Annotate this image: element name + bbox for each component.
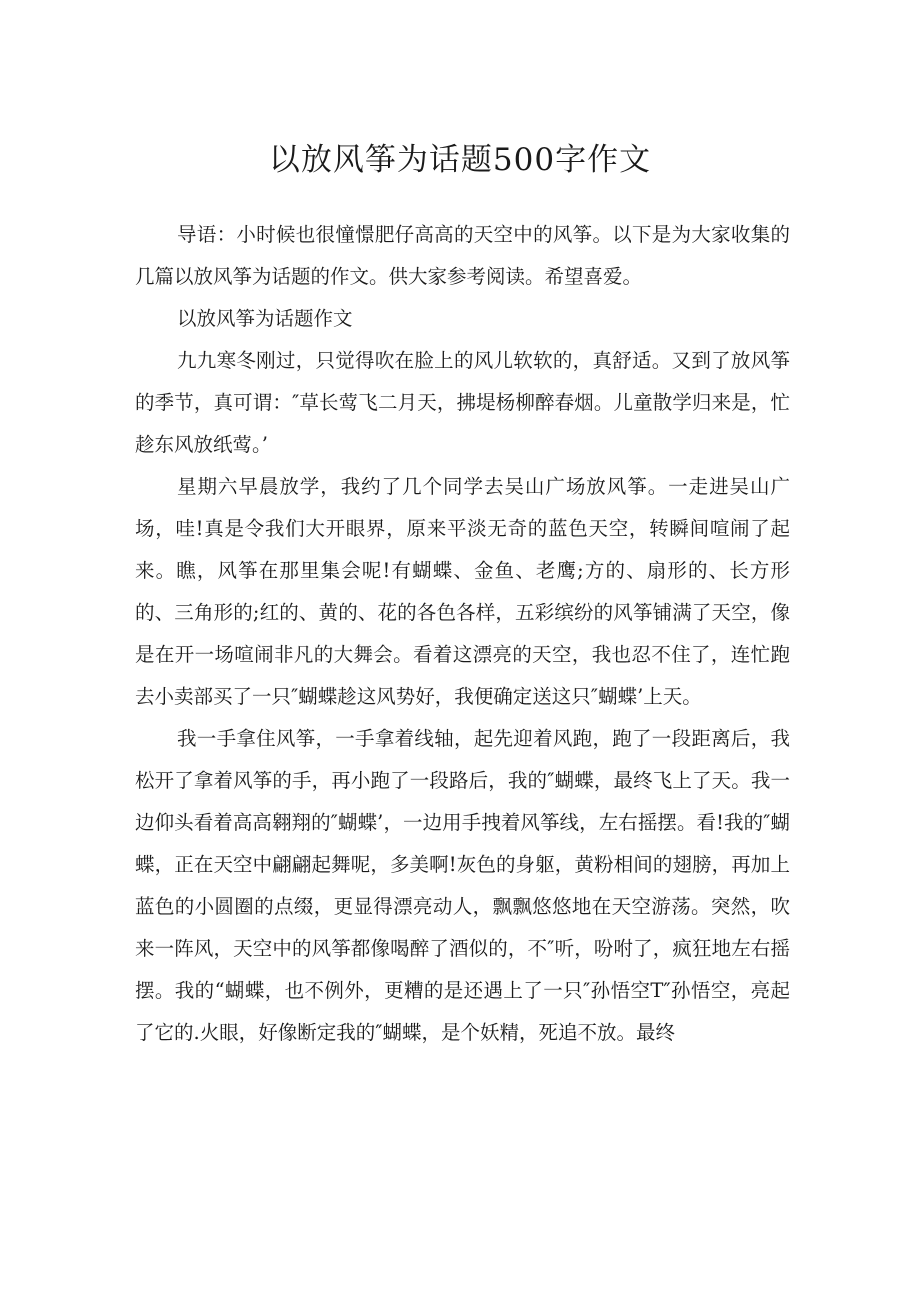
paragraph-2: 星期六早晨放学，我约了几个同学去吴山广场放风筝。一走进吴山广场，哇!真是令我们大开眼界，原来平淡无奇的蓝色天空，转瞬间喧闹了起来。瞧，风筝在那里集会呢!有蝴蝶、金鱼、老鹰;方的、扇形的、长方形的、三角形的;红的、黄的、花的各色各样，五彩缤纷的风筝铺满了天空，像是在开一场喧闹非凡的大舞会。看着这漂亮的天空，我也忍不住了，连忙跑去小卖部买了一只″蝴蝶趁这风势好，我便确定送这只″蝴蝶’上天。 — [135, 475, 790, 708]
document-body — [135, 214, 790, 1054]
document-title: 以放风筝为话题500字作文 — [268, 142, 652, 178]
paragraph-intro: 导语：小时候也很憧憬肥仔高高的天空中的风筝。以下是为大家收集的几篇以放风筝为话题的作文。供大家参考阅读。希望喜爱。 — [135, 223, 790, 288]
paragraph-subtitle: 以放风筝为话题作文 — [177, 307, 353, 330]
paragraph-3: 我一手拿住风筝，一手拿着线轴，起先迎着风跑，跑了一段距离后，我松开了拿着风筝的手，再小跑了一段路后，我的″蝴蝶，最终飞上了天。我一边仰头看着高高翱翔的″蝴蝶’，一边用手拽着风筝线，左右摇摆。看!我的″蝴蝶，正在天空中翩翩起舞呢，多美啊!灰色的身躯，黄粉相间的翅膀，再加上蓝色的小圆圈的点缀，更显得漂亮动人，飘飘悠悠地在天空游荡。突然，吹来一阵风，天空中的风筝都像喝醉了酒似的，不″听，吩咐了，疯狂地左右摇摆。我的“蝴蝶，也不例外，更糟的是还遇上了一只″孙悟空T″孙悟空，亮起了它的.火眼，好像断定我的″蝴蝶，是个妖精，死追不放。最终 — [135, 727, 790, 1044]
paragraph-1: 九九寒冬刚过，只觉得吹在脸上的风儿软软的，真舒适。又到了放风筝的季节，真可谓：″草长莺飞二月天，拂堤杨柳醉春烟。儿童散学归来是，忙趁东风放纸莺。’ — [135, 349, 790, 456]
